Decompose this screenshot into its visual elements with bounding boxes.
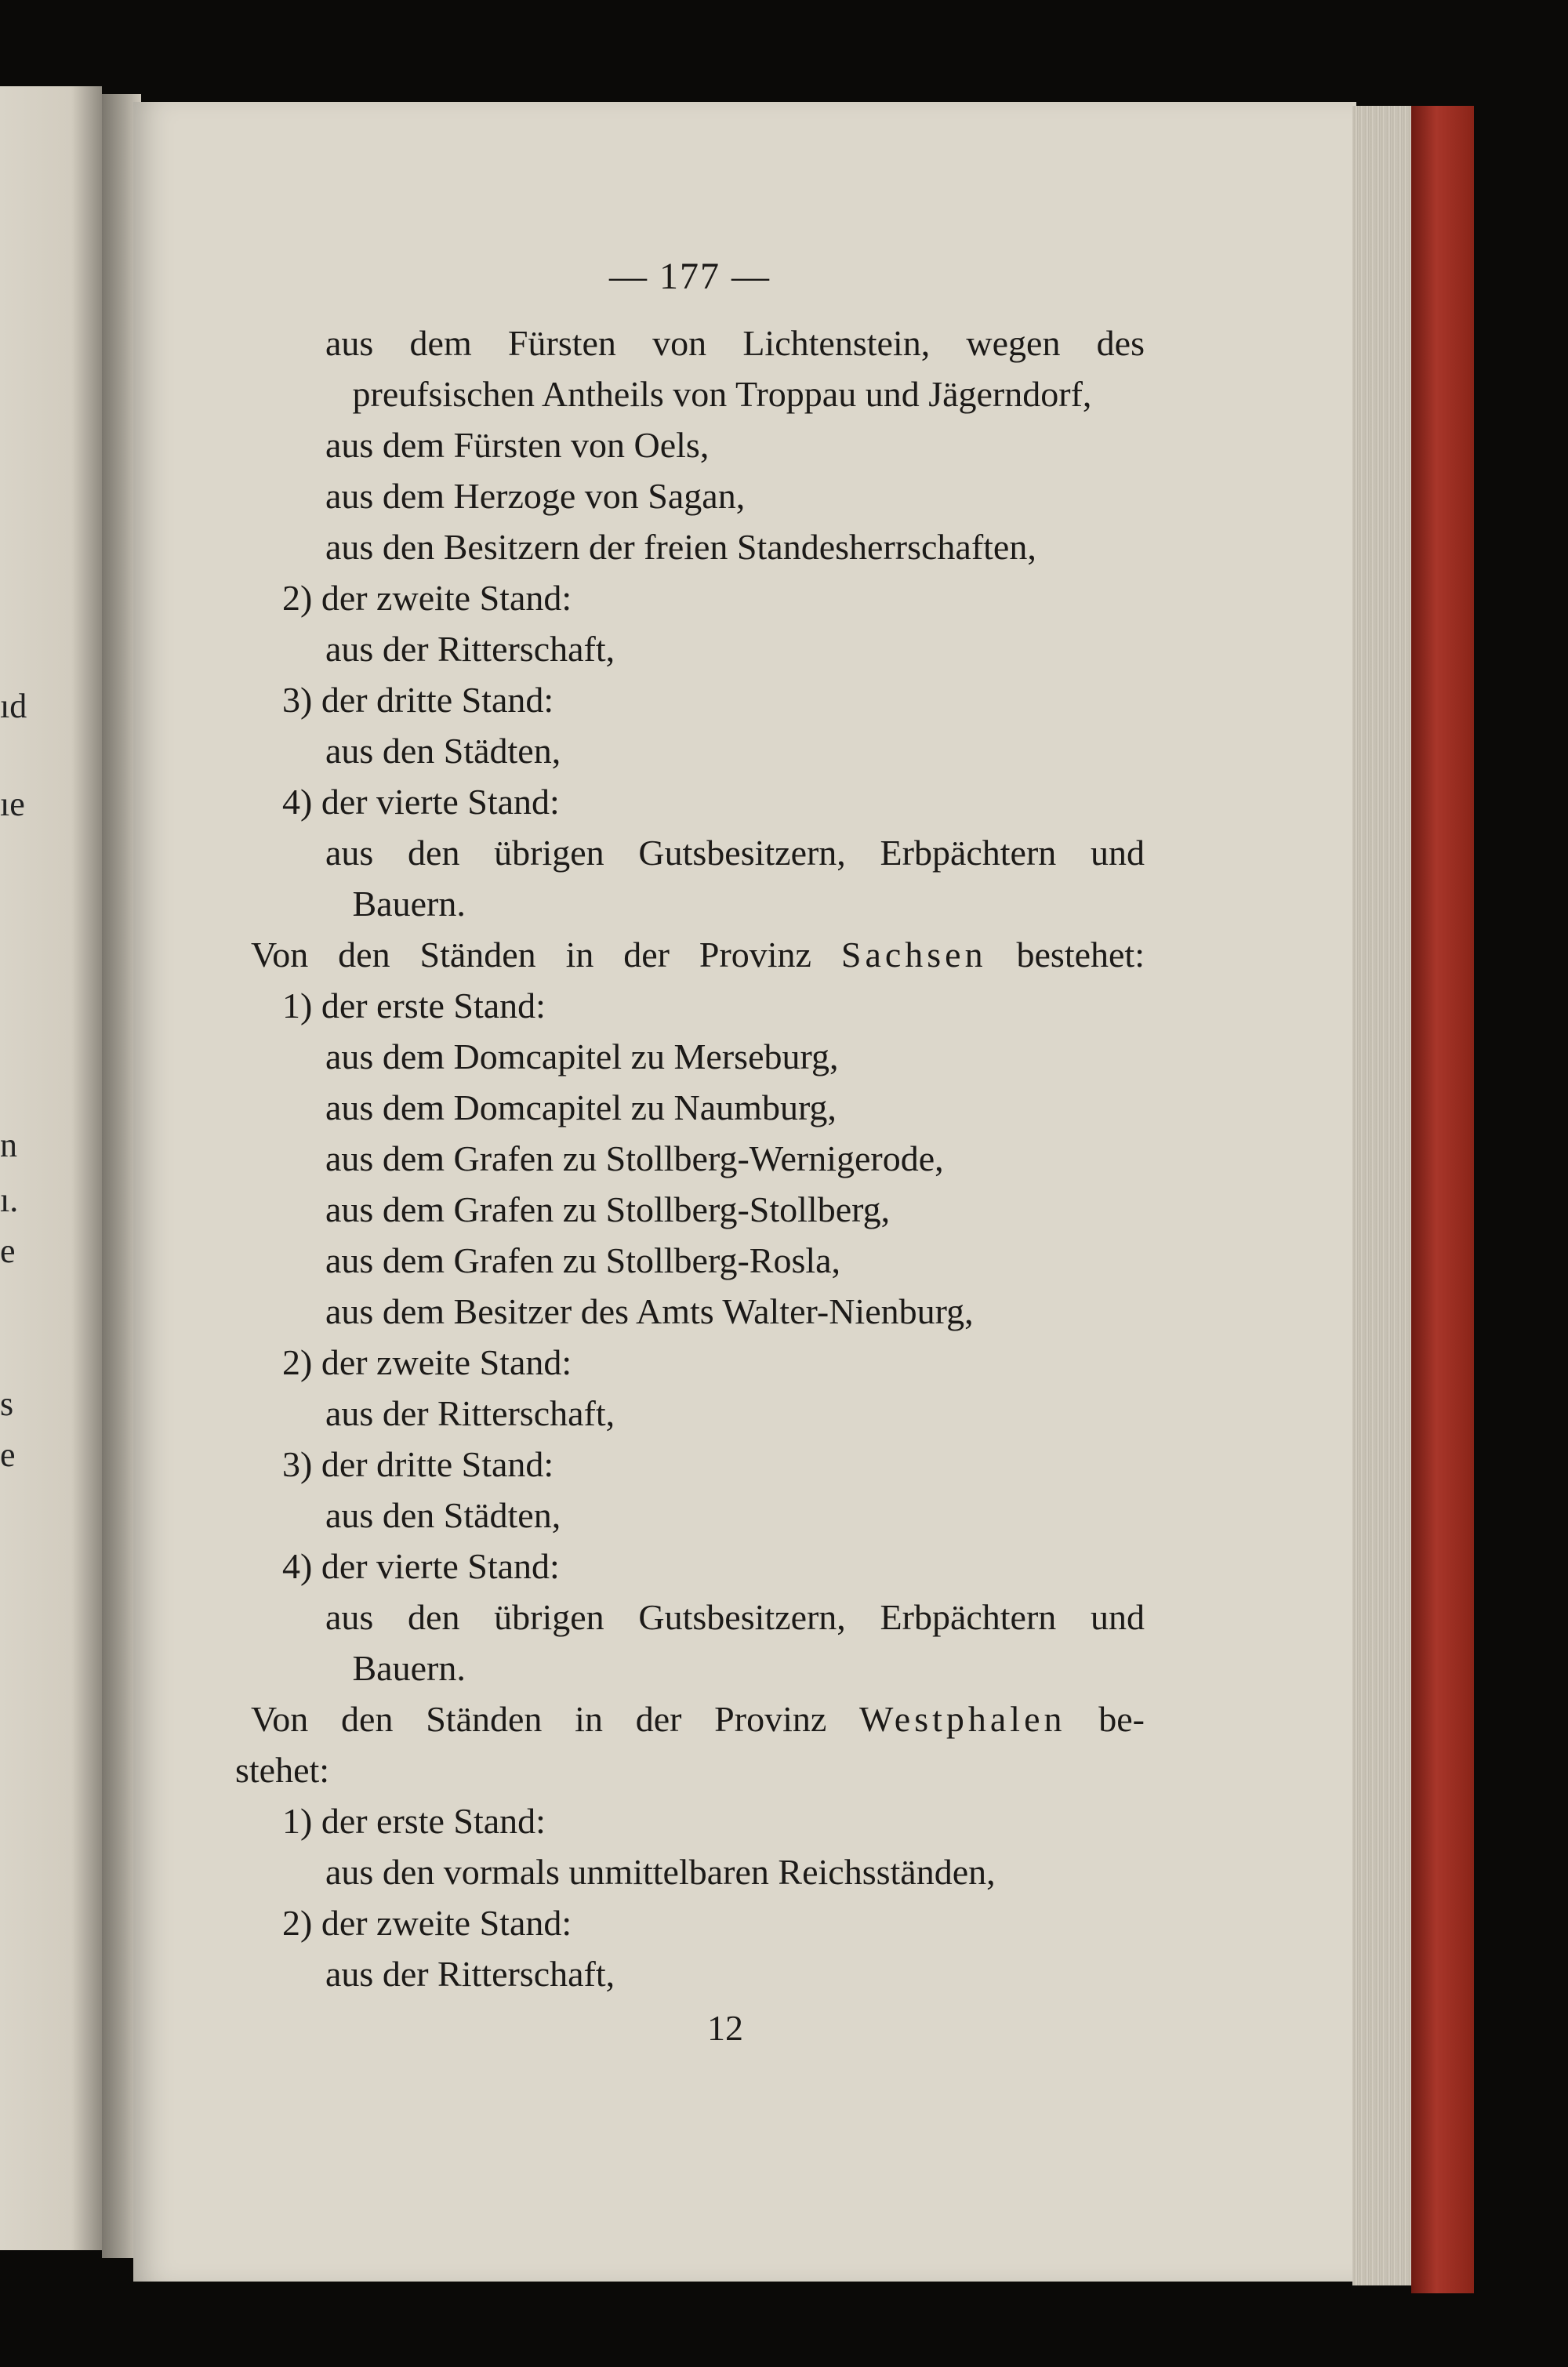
text-segment: Von den Ständen in der Provinz <box>251 1699 860 1739</box>
text-line: 1) der erste Stand: <box>282 1801 546 1841</box>
left-fragment: s <box>0 1385 14 1423</box>
text-line: 2) der zweite Stand: <box>282 578 572 618</box>
text-segment: bestehet: <box>986 935 1145 975</box>
text-line: aus der Ritterschaft, <box>325 1393 615 1433</box>
text-line: aus den vormals unmittelbaren Reichsständen, <box>325 1852 996 1892</box>
text-line: 3) der dritte Stand: <box>282 1444 554 1484</box>
left-fragment: ı. <box>0 1181 19 1219</box>
left-fragment: e <box>0 1436 16 1474</box>
text-line: aus den Städten, <box>325 1495 561 1535</box>
text-line: aus den Besitzern der freien Standesherrschaften, <box>325 527 1036 567</box>
text-line: aus dem Fürsten von Oels, <box>325 425 710 465</box>
page-text <box>235 251 1145 1999</box>
text-line: aus dem Herzoge von Sagan, <box>325 476 746 516</box>
page-number: — 177 — <box>609 256 771 297</box>
text-line: aus dem Domcapitel zu Naumburg, <box>325 1087 837 1127</box>
signature-mark: 12 <box>707 2008 743 2048</box>
text-line: aus dem Domcapitel zu Merseburg, <box>325 1036 839 1076</box>
text-line: aus der Ritterschaft, <box>325 1954 615 1994</box>
left-facing-page <box>0 86 102 2250</box>
left-fragment: n <box>0 1126 17 1164</box>
province-name: Westphalen <box>859 1699 1066 1739</box>
text-line: aus den Städten, <box>325 731 561 771</box>
text-line: stehet: <box>235 1750 330 1790</box>
text-line: Bauern. <box>325 884 466 924</box>
left-fragment: ıd <box>0 687 27 725</box>
text-line: 3) der dritte Stand: <box>282 680 554 720</box>
text-line: 4) der vierte Stand: <box>282 782 560 822</box>
province-name: Sachsen <box>840 935 987 975</box>
text-line <box>235 929 1145 980</box>
text-line: aus dem Grafen zu Stollberg-Rosla, <box>325 1240 841 1280</box>
text-line: aus der Ritterschaft, <box>325 629 615 669</box>
text-line: aus den übrigen Gutsbesitzern, Erbpächtern und <box>325 833 1145 873</box>
text-line: 1) der erste Stand: <box>282 986 546 1026</box>
text-line: aus dem Grafen zu Stollberg-Wernigerode, <box>325 1138 944 1178</box>
text-line: aus dem Besitzer des Amts Walter-Nienburg, <box>325 1291 974 1331</box>
text-lines <box>235 318 1145 1999</box>
text-line: aus den übrigen Gutsbesitzern, Erbpächtern und <box>325 1597 1145 1637</box>
book-cover <box>1411 106 1474 2293</box>
text-segment: Von den Ständen in der Provinz <box>251 935 841 975</box>
text-line: 2) der zweite Stand: <box>282 1342 572 1382</box>
text-line <box>235 1694 1145 1744</box>
left-fragment: e <box>0 1232 16 1270</box>
left-fragment: ıe <box>0 785 25 823</box>
text-line: aus dem Fürsten von Lichtenstein, wegen des <box>325 323 1145 363</box>
text-line: 2) der zweite Stand: <box>282 1903 572 1943</box>
text-line: aus dem Grafen zu Stollberg-Stollberg, <box>325 1189 891 1229</box>
text-line: Bauern. <box>325 1648 466 1688</box>
text-segment: be- <box>1065 1699 1145 1739</box>
text-line: 4) der vierte Stand: <box>282 1546 560 1586</box>
text-line: preufsischen Antheils von Troppau und Jägerndorf, <box>325 374 1092 414</box>
page-edges <box>1352 106 1415 2285</box>
